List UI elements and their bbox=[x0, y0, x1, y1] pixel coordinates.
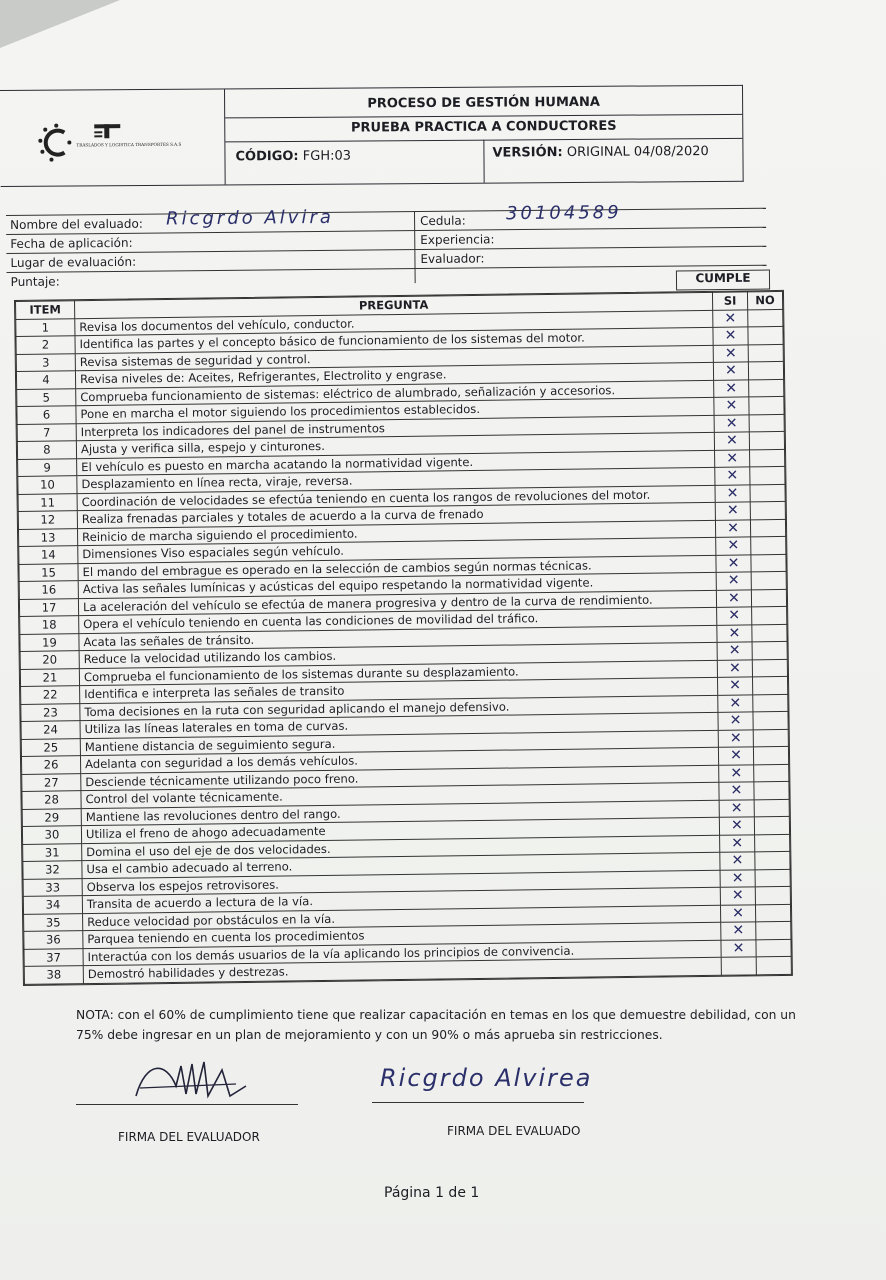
check-mark-icon: ✕ bbox=[727, 572, 740, 589]
item-number: 20 bbox=[20, 651, 79, 669]
process-title: PROCESO DE GESTIÓN HUMANA bbox=[225, 90, 742, 119]
question-text: Utiliza el freno de ahogo adecuadamente bbox=[81, 817, 719, 843]
version-label: VERSIÓN: bbox=[492, 145, 563, 161]
no-cell[interactable] bbox=[748, 326, 783, 344]
no-cell[interactable] bbox=[756, 921, 791, 939]
item-number: 27 bbox=[22, 773, 81, 791]
no-cell[interactable] bbox=[755, 869, 790, 887]
si-cell[interactable] bbox=[715, 519, 750, 537]
item-number: 12 bbox=[18, 511, 77, 529]
question-text: Coordinación de velocidades se efectúa teniendo en cuenta los rangos de revoluciones del motor. bbox=[77, 485, 715, 511]
check-mark-icon: ✕ bbox=[727, 555, 740, 572]
question-text: El vehículo es puesto en marcha acatando la normatividad vigente. bbox=[77, 450, 715, 476]
item-number: 19 bbox=[20, 633, 79, 651]
si-cell[interactable] bbox=[713, 309, 748, 327]
item-number: 15 bbox=[19, 563, 78, 581]
item-number: 35 bbox=[24, 913, 83, 931]
check-mark-icon: ✕ bbox=[732, 922, 745, 939]
item-number: 30 bbox=[22, 826, 81, 844]
check-mark-icon: ✕ bbox=[724, 327, 737, 344]
experience-label: Experiencia: bbox=[420, 232, 495, 248]
evaluator-label: Evaluador: bbox=[420, 251, 485, 267]
si-cell[interactable] bbox=[713, 327, 748, 345]
no-cell[interactable] bbox=[755, 904, 790, 922]
si-cell[interactable] bbox=[716, 537, 751, 555]
question-text: Acata las señales de tránsito. bbox=[79, 625, 717, 651]
no-cell[interactable] bbox=[750, 449, 785, 467]
checklist-table bbox=[14, 290, 793, 986]
si-cell[interactable] bbox=[720, 904, 755, 922]
check-mark-icon: ✕ bbox=[727, 520, 740, 537]
page-number: Página 1 de 1 bbox=[384, 1185, 480, 1201]
si-cell[interactable] bbox=[715, 502, 750, 520]
check-mark-icon: ✕ bbox=[726, 467, 739, 484]
logo-cell bbox=[0, 89, 226, 186]
item-number: 14 bbox=[19, 546, 78, 564]
version-field bbox=[483, 138, 717, 183]
no-cell[interactable] bbox=[752, 659, 787, 677]
name-label: Nombre del evaluado: bbox=[10, 216, 143, 232]
check-mark-icon: ✕ bbox=[730, 765, 743, 782]
check-mark-icon: ✕ bbox=[726, 502, 739, 519]
folded-corner bbox=[0, 0, 120, 48]
si-cell[interactable] bbox=[717, 677, 752, 695]
no-cell[interactable] bbox=[750, 501, 785, 519]
si-cell[interactable] bbox=[720, 834, 755, 852]
item-number: 13 bbox=[18, 528, 77, 546]
no-cell[interactable] bbox=[756, 956, 791, 974]
check-mark-icon: ✕ bbox=[732, 940, 745, 957]
si-cell[interactable] bbox=[715, 467, 750, 485]
evaluated-signature-label: FIRMA DEL EVALUADO bbox=[447, 1124, 581, 1138]
si-cell[interactable] bbox=[719, 817, 754, 835]
check-mark-icon: ✕ bbox=[726, 450, 739, 467]
check-mark-icon: ✕ bbox=[726, 485, 739, 502]
si-cell[interactable] bbox=[717, 624, 752, 642]
no-cell[interactable] bbox=[749, 379, 784, 397]
question-text: Revisa sistemas de seguridad y control. bbox=[75, 345, 713, 371]
item-number: 4 bbox=[16, 371, 75, 389]
evaluee-info bbox=[6, 202, 767, 291]
check-mark-icon: ✕ bbox=[731, 852, 744, 869]
col-question: PREGUNTA bbox=[75, 292, 713, 318]
check-mark-icon: ✕ bbox=[728, 642, 741, 659]
item-number: 36 bbox=[24, 931, 83, 949]
check-mark-icon: ✕ bbox=[729, 677, 742, 694]
no-cell[interactable] bbox=[753, 729, 788, 747]
no-cell[interactable] bbox=[755, 851, 790, 869]
item-number: 7 bbox=[17, 423, 76, 441]
no-cell[interactable] bbox=[749, 396, 784, 414]
item-number: 3 bbox=[16, 353, 75, 371]
si-cell[interactable] bbox=[713, 362, 748, 380]
si-cell[interactable] bbox=[714, 432, 749, 450]
item-number: 10 bbox=[18, 476, 77, 494]
item-number: 34 bbox=[23, 896, 82, 914]
item-number: 5 bbox=[17, 388, 76, 406]
no-cell[interactable] bbox=[748, 309, 783, 327]
evaluator-signature-line bbox=[76, 1104, 298, 1105]
check-mark-icon: ✕ bbox=[730, 800, 743, 817]
si-cell[interactable] bbox=[719, 799, 754, 817]
no-cell[interactable] bbox=[748, 344, 783, 362]
question-text: La aceleración del vehículo se efectúa de manera progresiva y dentro de la curva de rendimiento. bbox=[78, 590, 716, 616]
question-text: Transita de acuerdo a lectura de la vía. bbox=[82, 887, 720, 913]
evaluated-signature-line bbox=[372, 1102, 584, 1103]
si-cell[interactable] bbox=[718, 712, 753, 730]
question-text: Pone en marcha el motor siguiendo los procedimientos establecidos. bbox=[76, 397, 714, 423]
check-mark-icon: ✕ bbox=[725, 415, 738, 432]
no-cell[interactable] bbox=[754, 764, 789, 782]
question-text: El mando del embrague es operado en la selección de cambios según normas técnicas. bbox=[78, 555, 716, 581]
si-cell[interactable] bbox=[715, 449, 750, 467]
question-text: Control del volante técnicamente. bbox=[81, 782, 719, 808]
no-cell[interactable] bbox=[752, 624, 787, 642]
item-number: 11 bbox=[18, 493, 77, 511]
no-cell[interactable] bbox=[754, 781, 789, 799]
note-text: NOTA: con el 60% de cumplimiento tiene que realizar capacitación en temas en los que demuestre debilidad, con un 75% debe ingresar en un plan de mejoramiento y con un 90% o más aprueba sin restricciones. bbox=[76, 1008, 796, 1042]
check-mark-icon: ✕ bbox=[728, 625, 741, 642]
item-number: 8 bbox=[17, 441, 76, 459]
check-mark-icon: ✕ bbox=[725, 432, 738, 449]
code-value: FGH:03 bbox=[302, 148, 352, 164]
question-text: Parquea teniendo en cuenta los procedimientos bbox=[83, 922, 721, 948]
no-cell[interactable] bbox=[753, 746, 788, 764]
question-text: Realiza frenadas parciales y totales de acuerdo a la curva de frenado bbox=[77, 502, 715, 528]
si-cell[interactable] bbox=[721, 922, 756, 940]
item-number: 33 bbox=[23, 878, 82, 896]
logo-text: TRASLADOS Y LOGISTICA TRANSPORTES S.A.S bbox=[76, 141, 182, 148]
item-number: 21 bbox=[20, 668, 79, 686]
check-mark-icon: ✕ bbox=[729, 730, 742, 747]
question-text: Comprueba el funcionamiento de los sistemas durante su desplazamiento. bbox=[79, 660, 717, 686]
test-title: PRUEBA PRACTICA A CONDUCTORES bbox=[225, 114, 742, 143]
version-value: ORIGINAL 04/08/2020 bbox=[566, 144, 709, 161]
question-text: Mantiene distancia de seguimiento segura. bbox=[80, 730, 718, 756]
score-label: Puntaje: bbox=[10, 274, 60, 289]
check-mark-icon: ✕ bbox=[731, 870, 744, 887]
no-cell[interactable] bbox=[750, 484, 785, 502]
check-mark-icon: ✕ bbox=[730, 817, 743, 834]
item-number: 1 bbox=[16, 318, 75, 336]
item-number: 25 bbox=[21, 738, 80, 756]
no-cell[interactable] bbox=[751, 554, 786, 572]
si-cell[interactable] bbox=[716, 589, 751, 607]
no-cell[interactable] bbox=[754, 816, 789, 834]
si-cell[interactable] bbox=[719, 764, 754, 782]
no-cell[interactable] bbox=[749, 414, 784, 432]
no-cell[interactable] bbox=[752, 676, 787, 694]
no-cell[interactable] bbox=[753, 711, 788, 729]
si-cell[interactable] bbox=[715, 484, 750, 502]
si-cell[interactable] bbox=[714, 397, 749, 415]
si-cell[interactable] bbox=[717, 607, 752, 625]
item-number: 28 bbox=[22, 791, 81, 809]
no-cell[interactable] bbox=[752, 606, 787, 624]
si-cell[interactable] bbox=[713, 344, 748, 362]
item-number: 16 bbox=[19, 581, 78, 599]
si-cell[interactable] bbox=[716, 572, 751, 590]
item-number: 38 bbox=[24, 966, 83, 984]
si-cell[interactable] bbox=[720, 869, 755, 887]
si-cell[interactable] bbox=[714, 379, 749, 397]
question-text: Activa las señales lumínicas y acústicas del equipo respetando la normatividad vigente. bbox=[78, 572, 716, 598]
no-cell[interactable] bbox=[750, 466, 785, 484]
si-cell[interactable] bbox=[721, 939, 756, 957]
col-si: SI bbox=[712, 292, 747, 310]
si-cell[interactable] bbox=[717, 642, 752, 660]
no-cell[interactable] bbox=[750, 519, 785, 537]
si-cell[interactable] bbox=[718, 694, 753, 712]
no-cell[interactable] bbox=[749, 431, 784, 449]
evaluator-signature-label: FIRMA DEL EVALUADOR bbox=[118, 1130, 260, 1144]
item-number: 29 bbox=[22, 808, 81, 826]
item-number: 9 bbox=[18, 458, 77, 476]
col-item: ITEM bbox=[16, 301, 75, 319]
question-text: Domina el uso del eje de dos velocidades. bbox=[82, 835, 720, 861]
check-mark-icon: ✕ bbox=[724, 345, 737, 362]
company-wordmark bbox=[76, 122, 182, 152]
si-cell[interactable] bbox=[716, 554, 751, 572]
si-cell[interactable] bbox=[719, 782, 754, 800]
item-number: 37 bbox=[24, 948, 83, 966]
place-label: Lugar de evaluación: bbox=[10, 254, 137, 270]
code-field bbox=[235, 149, 351, 165]
code-label: CÓDIGO: bbox=[235, 148, 299, 165]
check-mark-icon: ✕ bbox=[727, 590, 740, 607]
check-mark-icon: ✕ bbox=[729, 712, 742, 729]
check-mark-icon: ✕ bbox=[725, 397, 738, 414]
si-cell[interactable] bbox=[721, 957, 756, 975]
table-body bbox=[16, 309, 792, 984]
no-cell[interactable] bbox=[752, 641, 787, 659]
item-number: 18 bbox=[20, 616, 79, 634]
no-cell[interactable] bbox=[754, 799, 789, 817]
no-cell[interactable] bbox=[748, 361, 783, 379]
question-text: Reduce velocidad por obstáculos en la vía. bbox=[83, 905, 721, 931]
evaluator-signature bbox=[126, 1056, 256, 1108]
no-cell[interactable] bbox=[751, 536, 786, 554]
check-mark-icon: ✕ bbox=[729, 695, 742, 712]
check-mark-icon: ✕ bbox=[728, 660, 741, 677]
id-label: Cedula: bbox=[420, 213, 466, 229]
question-text: Identifica e interpreta las señales de transito bbox=[80, 677, 718, 703]
item-number: 32 bbox=[23, 861, 82, 879]
check-mark-icon: ✕ bbox=[730, 782, 743, 799]
no-cell[interactable] bbox=[755, 886, 790, 904]
si-cell[interactable] bbox=[720, 852, 755, 870]
no-cell[interactable] bbox=[751, 589, 786, 607]
no-cell[interactable] bbox=[751, 571, 786, 589]
si-cell[interactable] bbox=[714, 414, 749, 432]
item-number: 17 bbox=[19, 598, 78, 616]
question-text: Dimensiones Viso espaciales según vehículo. bbox=[78, 537, 716, 563]
check-mark-icon: ✕ bbox=[732, 905, 745, 922]
date-label: Fecha de aplicación: bbox=[10, 235, 133, 251]
check-mark-icon: ✕ bbox=[725, 380, 738, 397]
question-text: Desciende técnicamente utilizando poco freno. bbox=[81, 765, 719, 791]
item-number: 6 bbox=[17, 406, 76, 424]
item-number: 31 bbox=[23, 843, 82, 861]
name-value: Ricgrdo Alvira bbox=[165, 206, 334, 230]
item-number: 2 bbox=[16, 336, 75, 354]
si-cell[interactable] bbox=[718, 747, 753, 765]
question-text: Opera el vehículo teniendo en cuenta las condiciones de movilidad del tráfico. bbox=[79, 607, 717, 633]
col-no: NO bbox=[747, 291, 782, 309]
si-cell[interactable] bbox=[720, 887, 755, 905]
no-cell[interactable] bbox=[753, 694, 788, 712]
question-text: Toma decisiones en la ruta con seguridad aplicando el manejo defensivo. bbox=[80, 695, 718, 721]
item-number: 24 bbox=[21, 721, 80, 739]
question-text: Usa el cambio adecuado al terreno. bbox=[82, 852, 720, 878]
question-text: Revisa los documentos del vehículo, conductor. bbox=[75, 310, 713, 336]
question-text: Reinicio de marcha siguiendo el procedimiento. bbox=[77, 520, 715, 546]
check-mark-icon: ✕ bbox=[725, 362, 737, 379]
item-number: 23 bbox=[21, 703, 80, 721]
evaluated-signature: Ricgrdo Alvirea bbox=[380, 1064, 593, 1092]
cumple-header: CUMPLE bbox=[676, 270, 770, 291]
question-text: Ajusta y verifica silla, espejo y cinturones. bbox=[76, 432, 714, 458]
question-text: Identifica las partes y el concepto básico de funcionamiento de los sistemas del motor. bbox=[75, 327, 713, 353]
question-text: Utiliza las líneas laterales en toma de curvas. bbox=[80, 712, 718, 738]
si-cell[interactable] bbox=[717, 659, 752, 677]
question-text: Mantiene las revoluciones dentro del rango. bbox=[81, 800, 719, 826]
id-value: 30104589 bbox=[505, 202, 622, 225]
check-mark-icon: ✕ bbox=[730, 747, 742, 764]
item-number: 22 bbox=[21, 686, 80, 704]
code-version-row bbox=[225, 138, 742, 185]
question-text: Adelanta con seguridad a los demás vehículos. bbox=[80, 747, 718, 773]
no-cell[interactable] bbox=[755, 834, 790, 852]
check-mark-icon: ✕ bbox=[731, 887, 744, 904]
check-mark-icon: ✕ bbox=[728, 607, 741, 624]
question-text: Observa los espejos retrovisores. bbox=[82, 870, 720, 896]
question-text: Revisa niveles de: Aceites, Refrigerantes, Electrolito y engrase. bbox=[75, 362, 713, 388]
question-text: Comprueba funcionamiento de sistemas: eléctrico de alumbrado, señalización y accesorios. bbox=[76, 380, 714, 406]
question-text: Interactúa con los demás usuarios de la vía aplicando los principios de convivencia. bbox=[83, 940, 721, 966]
check-mark-icon: ✕ bbox=[727, 537, 740, 554]
company-logo-icon bbox=[36, 122, 76, 162]
question-text: Desplazamiento en línea recta, viraje, reversa. bbox=[77, 467, 715, 493]
item-number: 26 bbox=[21, 756, 80, 774]
question-text: Demostró habilidades y destrezas. bbox=[83, 957, 721, 983]
si-cell[interactable] bbox=[718, 729, 753, 747]
question-text: Reduce la velocidad utilizando los cambios. bbox=[79, 642, 717, 668]
check-mark-icon: ✕ bbox=[731, 835, 744, 852]
no-cell[interactable] bbox=[756, 939, 791, 957]
check-mark-icon: ✕ bbox=[724, 310, 737, 327]
document-header bbox=[0, 85, 744, 187]
question-text: Interpreta los indicadores del panel de instrumentos bbox=[76, 415, 714, 441]
